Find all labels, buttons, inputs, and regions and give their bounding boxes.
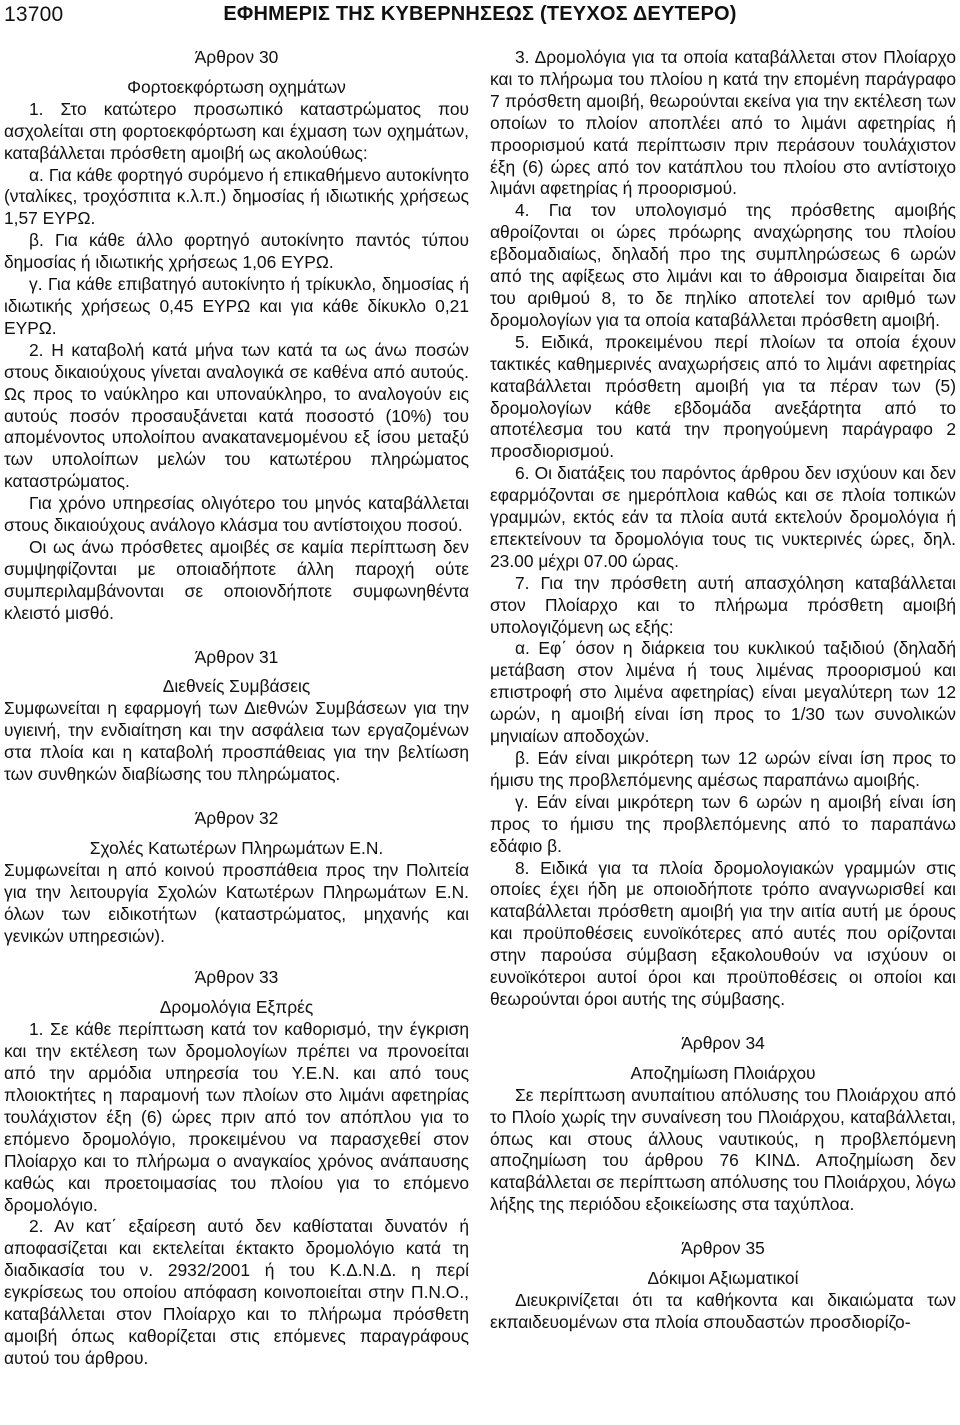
article-30-item-c: γ. Για κάθε επιβατηγό αυτοκίνητο ή τρίκυκλο, δημοσίας ή ιδιωτικής χρήσεως 0,45 ΕΥΡΩ και για κάθε δίκυκλο 0,21 ΕΥΡΩ. <box>4 274 469 338</box>
article-33-item-7a: α. Εφ΄ όσον η διάρκεια του κυκλικού ταξιδιού (δηλαδή μετάβαση στον λιμένα ή τους λιμένας προορισμού και επιστροφή στο λιμένα αφετηρίας) είναι μεγαλύτερη των 12 ωρών, η αμοιβή είναι ίση προς το 1/30 των συνολικών μηνιαίων αποδοχών. <box>490 638 956 747</box>
article-32-paragraph-1: Συμφωνείται η από κοινού προσπάθεια προς την Πολιτεία για την λειτουργία Σχολών Κατωτέρων Πληρωμάτων Ε.Ν. όλων των ειδικοτήτων (καταστρώματος, μηχανής και γενικών υπηρεσιών). <box>4 859 469 946</box>
article-33-paragraph-6: 6. Οι διατάξεις του παρόντος άρθρου δεν ισχύουν και δεν εφαρμόζονται σε ημερόπλοια καθώς και σε πλοία τοπικών γραμμών, εκτός εάν τα πλοία αυτά εκτελούν δρομολόγια ή επεκτείνουν τα δρομολόγια τους τις νυκτερινές ώρες, δηλ. 23.00 μέχρι 07.00 ώρας. <box>490 463 956 571</box>
article-32-heading: Άρθρον 32 <box>194 808 279 828</box>
article-35-title: Δόκιμοι Αξιωματικοί <box>647 1268 799 1289</box>
article-30-heading: Άρθρον 30 <box>194 47 279 67</box>
article-33-paragraph-4: 4. Για τον υπολογισμό της πρόσθετης αμοιβής αθροίζονται οι ώρες πρόωρης αναχώρησης του πλοίου εβδομαδιαίως, δηλαδή προ της συμπληρώσεως 6 ωρών από της αφίξεως στο λιμάνι και το άθροισμα διαιρείται δια του αριθμού 8, το δε πηλίκο αποτελεί τον αριθμό των δρομολογίων για τα οποία καταβάλλεται πρόσθετη αμοιβή. <box>490 200 956 330</box>
article-30-item-a: α. Για κάθε φορτηγό συρόμενο ή επικαθήμενο αυτοκίνητο (νταλίκες, τροχόσπιτα κ.λ.π.) δημοσίας ή ιδιωτικής χρήσεως 1,57 ΕΥΡΩ. <box>4 164 469 229</box>
article-33-paragraph-7: 7. Για την πρόσθετη αυτή απασχόληση καταβάλλεται στον Πλοίαρχο και το πλήρωμα πρόσθετη αμοιβή υπολογιζόμενη ως εξής: <box>490 572 956 637</box>
article-33-title: Δρομολόγια Εξπρές <box>159 997 314 1018</box>
article-30-title: Φορτοεκφόρτωση οχημάτων <box>127 76 346 97</box>
article-33-paragraph-3: 3. Δρομολόγια για τα οποία καταβάλλεται στον Πλοίαρχο και το πλήρωμα του πλοίου η κατά την επομένη παράγραφο 7 πρόσθετη αμοιβή, θεωρούνται εκείνα για την εκτέλεση των οποίων το πλοίον αποπλέει από το λιμάνι αφετηρίας ή προορισμού κατά περίπτωσιν πριν περάσουν τουλάχιστον έξη (6) ώρες από τον κατάπλου του πλοίου στο αντίστοιχο λιμάνι αφετηρίας ή προορισμού. <box>490 47 956 199</box>
article-33-paragraph-8: 8. Ειδικά για τα πλοία δρομολογιακών γραμμών στις οποίες έχει ήδη με οποιοδήποτε τρόπο αναγνωρισθεί και καταβάλλεται πρόσθετη αμοιβή για την αιτία αυτή με όρους και προϋποθέσεις ευνοϊκότερες από αυτές που ορίζονται στην παρούσα σύμβαση εξακολουθούν να ισχύουν οι ευνοϊκότεροι αυτοί όροι και προϋποθέσεις οι οποίοι και θεωρούνται όροι αυτής της σύμβασης. <box>490 857 956 1009</box>
page-header <box>0 0 960 34</box>
article-35-heading: Άρθρον 35 <box>681 1238 765 1259</box>
article-31-title: Διεθνείς Συμβάσεις <box>162 676 311 697</box>
article-33-paragraph-1: 1. Σε κάθε περίπτωση κατά τον καθορισμό, την έγκριση και την εκτέλεση των δρομολογίων πρέπει να προνοείται από την αρμόδια υπηρεσία του Υ.Ε.Ν. και από τους πλοιοκτήτες η παραμονή των πλοίων στο λιμάνι αφετηρίας τουλάχιστον έξη (6) ώρες πριν από τον απόπλου για το επόμενο δρομολόγιο, προκειμένου να παρασχεθεί στον Πλοίαρχο και το πλήρωμα ο αναγκαίος χρόνος ανάπαυσης καθώς και προετοιμασίας του πλοίου για το επόμενο δρομολόγιο. <box>4 1019 469 1215</box>
article-34-heading: Άρθρον 34 <box>681 1032 765 1053</box>
right-column <box>490 47 956 1334</box>
article-33-paragraph-2: 2. Αν κατ΄ εξαίρεση αυτό δεν καθίσταται δυνατόν ή αποφασίζεται και εκτελείται έκτακτο δρομολόγιο κατά τη διαδικασία του ν. 2932/2001 ή του Κ.Δ.Ν.Δ. η περί εγκρίσεως του οποίου απόφαση κοινοποιείται στην Π.Ν.Ο., καταβάλλεται στον Πλοίαρχο και το πλήρωμα πρόσθετη αμοιβή όπως καθορίζεται στις επόμενες παραγράφους αυτού του άρθρου. <box>4 1216 469 1368</box>
article-33-item-7c: γ. Εάν είναι μικρότερη των 6 ωρών η αμοιβή είναι ίση προς το ήμισυ της προβλεπόμενης από το παραπάνω εδάφιο β. <box>490 791 956 856</box>
article-30-paragraph-2: 2. Η καταβολή κατά μήνα των κατά τα ως άνω ποσών στους δικαιούχους γίνεται αναλογικά σε καθένα από αυτούς. Ως προς το ναύκληρο και υποναύκληρο, το αναλογούν εις αυτούς ποσόν προσαυξάνεται κατά ποσοστό (10%) του απομένοντος υπολοίπου ανακατανεμομένου εξ ίσου μεταξύ των υπολοίπων μελών του κατωτέρου πληρώματος καταστρώματος. <box>4 339 469 492</box>
article-34-title: Αποζημίωση Πλοιάρχου <box>630 1062 816 1083</box>
article-30-item-b: β. Για κάθε άλλο φορτηγό αυτοκίνητο παντός τύπου δημοσίας ή ιδιωτικής χρήσεως 1,06 ΕΥΡΩ. <box>4 230 469 273</box>
left-column <box>4 47 469 1370</box>
article-33-item-7b: β. Εάν είναι μικρότερη των 12 ωρών είναι ίση προς το ήμισυ της προβλεπόμενης αμέσως παραπάνω αμοιβής. <box>490 748 956 790</box>
article-32-title: Σχολές Κατωτέρων Πληρωμάτων Ε.Ν. <box>89 837 384 858</box>
article-33-paragraph-5: 5. Ειδικά, προκειμένου περί πλοίων τα οποία έχουν τακτικές καθημερινές αναχωρήσεις από το λιμάνι αφετηρίας καταβάλλεται πρόσθετη αμοιβή για τα πέραν των (5) δρομολογίων κάθε εβδομάδα ανεξάρτητα από το αποτέλεσμα του κατά την προηγούμενη παράγραφο 2 προσδιορισμού. <box>490 331 956 462</box>
page-number: 13700 <box>4 3 64 26</box>
article-34-paragraph-1: Σε περίπτωση ανυπαίτιου απόλυσης του Πλοιάρχου από το Πλοίο χωρίς την συναίνεση του Πλοιάρχου, καταβάλλεται, όπως και στους άλλους ναυτικούς, η προβλεπόμενη αποζημίωση του άρθρου 76 ΚΙΝΔ. Αποζημίωση δεν καταβάλλεται σε περίπτωση απόλυσης του Πλοιάρχου, λόγω λήξης της περιόδου εξοικείωσης στα ταχύπλοα. <box>490 1084 956 1215</box>
article-30-paragraph-1: 1. Στο κατώτερο προσωπικό καταστρώματος που ασχολείται στη φορτοεκφόρτωση και έχμαση των οχημάτων, καταβάλλεται πρόσθετη αμοιβή ως ακολούθως: <box>4 98 469 163</box>
article-31-heading: Άρθρον 31 <box>194 646 279 667</box>
article-31-paragraph-1: Συμφωνείται η εφαρμογή των Διεθνών Συμβάσεων για την υγιεινή, την ενδιαίτηση και την ασφάλεια των εργαζομένων στα πλοία και η καταβολή προσπάθειας για την βελτίωση των συνθηκών διαβίωσης του πληρώματος. <box>4 698 469 785</box>
article-35-paragraph-1: Διευκρινίζεται ότι τα καθήκοντα και δικαιώματα των εκπαιδευομένων στα πλοία σπουδαστών προσδιορίζο- <box>490 1289 956 1332</box>
article-30-paragraph-3: Για χρόνο υπηρεσίας ολιγότερο του μηνός καταβάλλεται στους δικαιούχους ανάλογο κλάσμα του αντίστοιχου ποσού. <box>4 493 469 536</box>
journal-title: ΕΦΗΜΕΡΙΣ ΤΗΣ ΚΥΒΕΡΝΗΣΕΩΣ (ΤΕΥΧΟΣ ΔΕΥΤΕΡΟ) <box>223 3 737 25</box>
article-30-paragraph-4: Οι ως άνω πρόσθετες αμοιβές σε καμία περίπτωση δεν συμψηφίζονται με οποιαδήποτε άλλη παροχή ούτε συμπεριλαμβάνονται σε οποιονδήποτε συμφωνηθέντα κλειστό μισθό. <box>4 536 469 623</box>
article-33-heading: Άρθρον 33 <box>194 967 279 988</box>
